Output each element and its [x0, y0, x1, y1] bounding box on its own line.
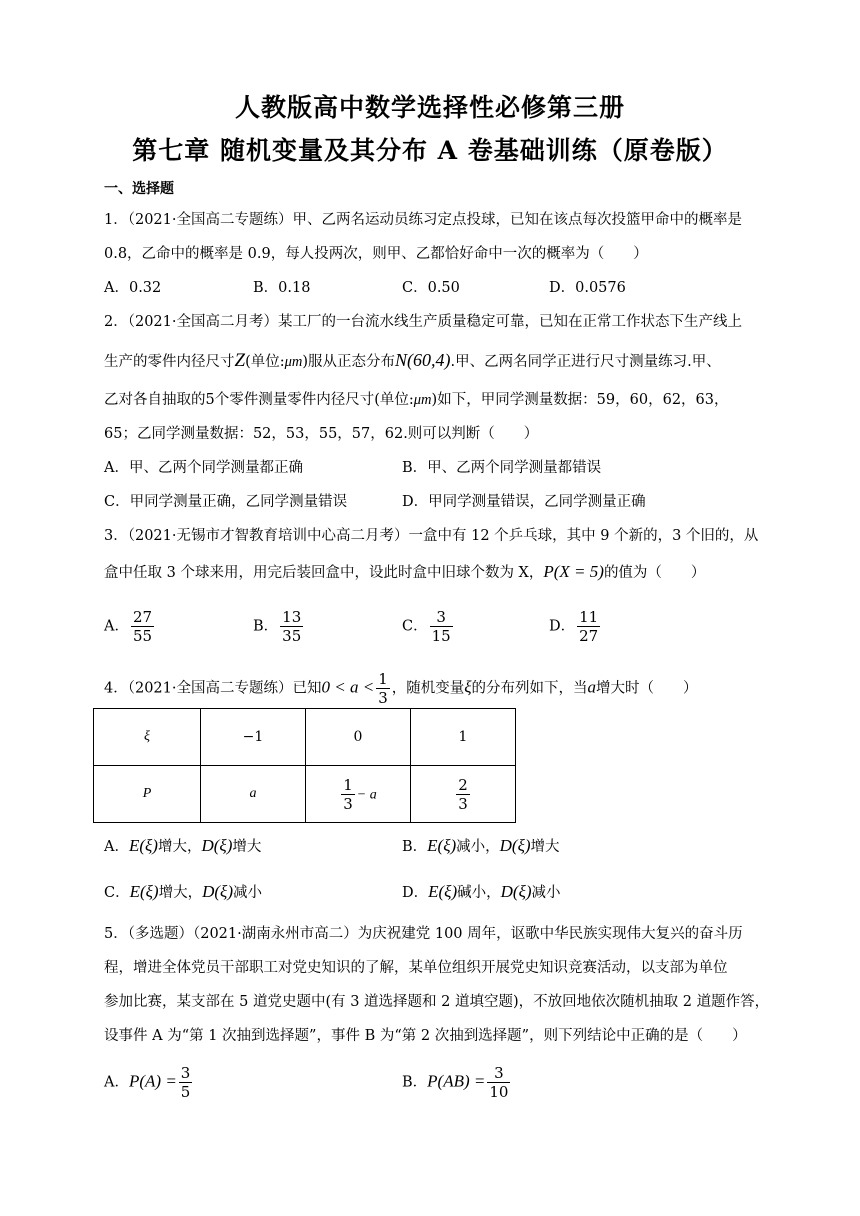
q5-line-1: 5．（多选题）（2021·湖南永州市高二）为庆祝建党 100 周年，讴歌中华民族实现伟大复兴的奋斗历	[104, 926, 743, 942]
q3-text: 的值为（ ）	[603, 565, 706, 581]
q5-line-2: 程，增进全体党员干部职工对党史知识的了解，某单位组织开展党史知识竞赛活动，以支部为单位	[104, 960, 728, 976]
numerator: 13	[282, 608, 302, 626]
q2-unit: μm	[413, 392, 432, 408]
q4-line-1	[104, 670, 698, 707]
option-text: 减小，	[456, 839, 500, 855]
q3-option-d	[549, 608, 602, 645]
fraction	[179, 1064, 193, 1101]
variance: D(ξ)	[202, 882, 233, 901]
q2-option-a: A．甲、乙两个同学测量都正确	[104, 460, 303, 476]
q4-text: ，随机变量	[391, 680, 465, 697]
q4-condition: 0 < a <	[321, 677, 375, 697]
table-cell: 1	[411, 709, 516, 766]
table-cell	[306, 766, 411, 823]
numerator: 1	[343, 775, 353, 794]
option-letter: B．	[253, 618, 279, 635]
table-cell: a	[201, 766, 306, 823]
q3-line-1: 3．（2021·无锡市才智教育培训中心高二月考）一盒中有 12 个乒乓球，其中 9 个新的，3 个旧的，从	[104, 528, 759, 544]
table-cell: P	[94, 766, 201, 823]
q3-expression: P(X = 5)	[543, 562, 604, 581]
denominator: 3	[458, 794, 468, 813]
variance: D(ξ)	[499, 836, 531, 855]
denominator: 27	[579, 627, 599, 645]
table-expression: − a	[356, 787, 377, 802]
q5-option-b	[402, 1064, 512, 1101]
q4-a: a	[587, 677, 597, 697]
q1-option-c: C．0.50	[402, 280, 460, 296]
numerator: 3	[180, 1064, 191, 1082]
document-title: 人教版高中数学选择性必修第三册	[234, 93, 625, 122]
table-cell: −1	[201, 709, 306, 766]
option-letter: C．	[104, 885, 130, 901]
q5-line-3: 参加比赛，某支部在 5 道党史题中(有 3 道选择题和 2 道填空题)，不放回地依次随机抽取 2 道题作答，	[104, 994, 770, 1010]
q1-option-d: D．0.0576	[549, 280, 626, 296]
section-heading: 一、选择题	[104, 181, 174, 197]
option-text: 增大，	[158, 885, 203, 901]
q1-option-b: B．0.18	[253, 280, 311, 296]
q2-option-c: C．甲同学测量正确，乙同学测量错误	[104, 494, 348, 510]
q2-text: )如下，甲同学测量数据：59，60，62，63，	[431, 392, 729, 408]
q2-var-z: Z	[234, 350, 246, 371]
table-cell: ξ	[94, 709, 201, 766]
option-expression: P(A) =	[128, 1071, 177, 1091]
distribution-table	[93, 708, 516, 823]
option-letter: D．	[402, 885, 429, 901]
denominator: 3	[378, 689, 388, 707]
table-row	[94, 766, 516, 823]
q3-option-a	[104, 608, 156, 645]
q2-normal-dist: N(60,4)	[395, 350, 451, 370]
denominator: 10	[489, 1083, 509, 1101]
q2-line-4: 65；乙同学测量数据：52，53，55，57，62.则可以判断（ ）	[104, 426, 539, 442]
option-letter: A．	[104, 618, 129, 635]
option-letter: C．	[402, 618, 428, 635]
fraction	[430, 608, 453, 645]
q2-line-2	[104, 350, 721, 372]
q3-option-c	[402, 608, 455, 645]
variance: D(ξ)	[201, 836, 233, 855]
numerator: 11	[579, 608, 599, 626]
q4-option-c	[104, 882, 262, 903]
q3-text: 盒中任取 3 个球来用，用完后装回盒中，设此时盒中旧球个数为 X，	[104, 565, 544, 581]
q5-option-a	[104, 1064, 194, 1101]
fraction	[577, 608, 600, 645]
option-letter: A．	[104, 1074, 129, 1091]
q1-line-2: 0.8，乙命中的概率是 0.9，每人投两次，则甲、乙都恰好命中一次的概率为（ ）	[104, 246, 648, 262]
numerator: 2	[458, 775, 468, 794]
numerator: 3	[430, 608, 453, 627]
fraction	[131, 608, 154, 645]
q4-option-b	[402, 836, 560, 857]
q4-xi: ξ	[464, 677, 472, 697]
option-text: 增大，	[157, 839, 202, 855]
q2-text: .甲、乙两名同学正进行尺寸测量练习.甲、	[450, 354, 721, 370]
option-letter: A．	[104, 839, 129, 855]
option-text: 减小	[531, 885, 561, 901]
option-letter: B．	[402, 1074, 428, 1091]
table-cell: 0	[306, 709, 411, 766]
expectation: E(ξ)	[128, 836, 158, 855]
numerator: 3	[487, 1064, 510, 1083]
expectation: E(ξ)	[129, 882, 159, 901]
denominator: 3	[343, 794, 353, 813]
denominator: 35	[282, 627, 302, 645]
q2-option-b: B．甲、乙两个同学测量都错误	[402, 460, 602, 476]
denominator: 55	[132, 627, 153, 645]
q4-text: 增大时（ ）	[596, 680, 698, 697]
fraction	[487, 1064, 510, 1101]
option-text: 增大	[530, 839, 560, 855]
fraction	[280, 608, 303, 645]
q2-unit: μm	[284, 354, 303, 370]
option-expression: P(AB) =	[427, 1071, 486, 1091]
numerator: 1	[378, 670, 388, 688]
fraction	[341, 776, 355, 813]
q2-line-3	[104, 390, 729, 410]
q2-text: )服从正态分布	[302, 354, 396, 370]
option-text: 减小	[233, 885, 262, 901]
q4-text: 4．（2021·全国高二专题练）已知	[104, 680, 322, 697]
expectation: E(ξ)	[427, 836, 457, 855]
option-letter: B．	[402, 839, 428, 855]
numerator: 27	[132, 608, 153, 626]
expectation: E(ξ)	[428, 882, 458, 901]
q2-line-1: 2．（2021·全国高二月考）某工厂的一台流水线生产质量稳定可靠，已知在正常工作状态下生产线上	[104, 314, 742, 330]
q3-option-b	[253, 608, 305, 645]
q2-text: 生产的零件内径尺寸	[104, 354, 235, 370]
fraction	[376, 670, 390, 707]
table-cell	[411, 766, 516, 823]
q1-option-a: A．0.32	[104, 280, 162, 296]
q5-line-4: 设事件 A 为“第 1 次抽到选择题”，事件 B 为“第 2 次抽到选择题”，则下列结论中正确的是（ ）	[104, 1028, 747, 1044]
option-letter: D．	[549, 618, 576, 635]
option-text: 碱小，	[457, 885, 501, 901]
fraction	[456, 776, 470, 813]
q4-text: 的分布列如下，当	[471, 680, 588, 697]
denominator: 15	[431, 627, 451, 645]
q3-line-2	[104, 562, 705, 583]
variance: D(ξ)	[500, 882, 532, 901]
option-text: 增大	[232, 839, 262, 855]
q4-option-a	[104, 836, 261, 857]
q2-text: 乙对各自抽取的5个零件测量零件内径尺寸(单位:	[104, 392, 414, 408]
q1-line-1: 1．（2021·全国高二专题练）甲、乙两名运动员练习定点投球，已知在该点每次投篮甲命中的概率是	[104, 212, 742, 228]
q2-text: (单位:	[245, 354, 285, 370]
table-row	[94, 709, 516, 766]
q2-option-d: D．甲同学测量错误，乙同学测量正确	[402, 494, 646, 510]
document-subtitle: 第七章 随机变量及其分布 A 卷基础训练（原卷版）	[132, 136, 728, 165]
denominator: 5	[180, 1083, 191, 1101]
q4-option-d	[402, 882, 561, 903]
